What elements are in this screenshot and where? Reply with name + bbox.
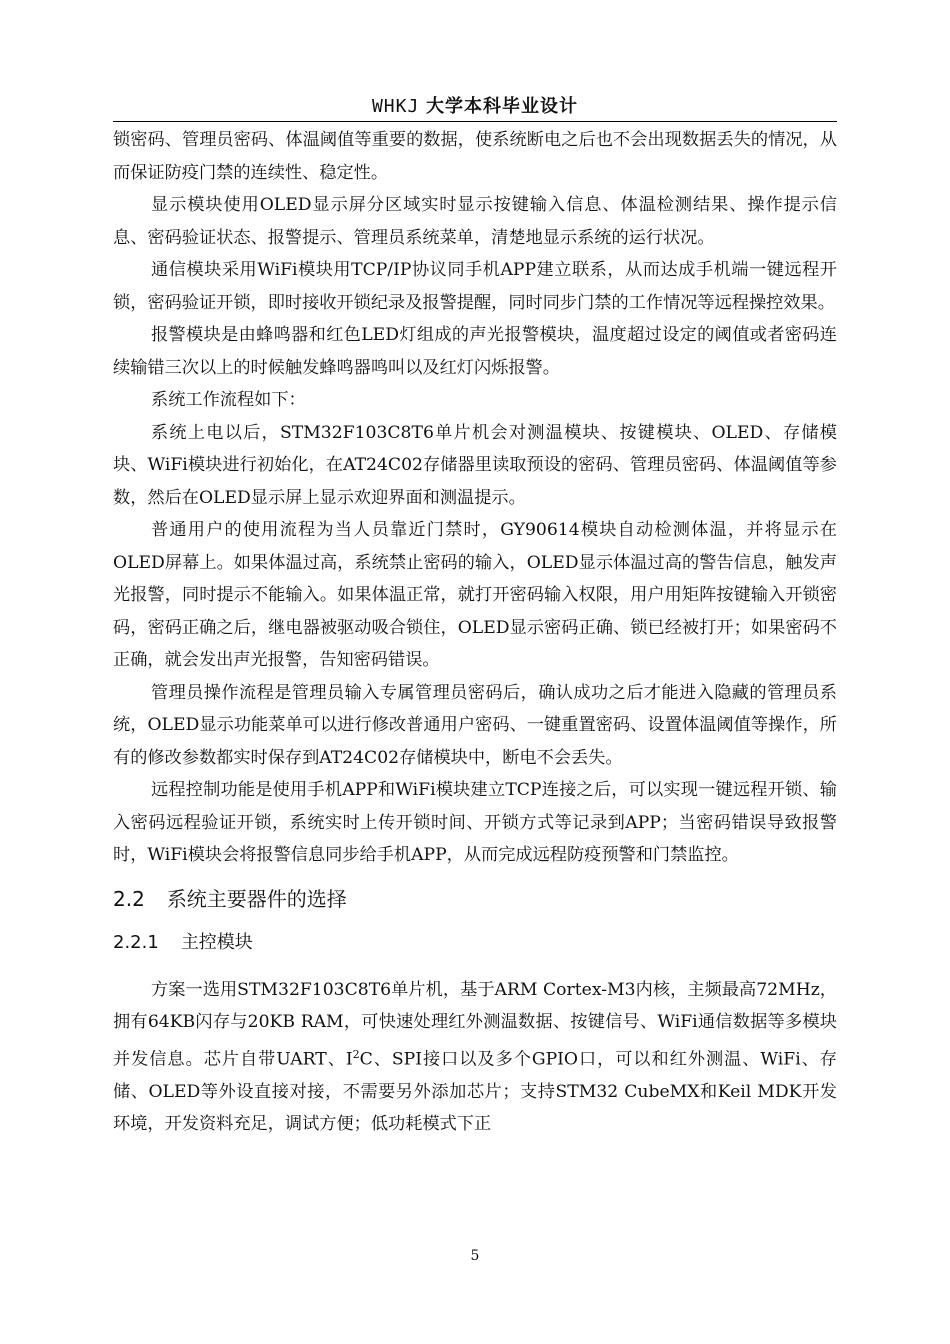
paragraph-display-module: 显示模块使用OLED显示屏分区域实时显示按键输入信息、体温检测结果、操作提示信息、密码验证状态、报警提示、管理员系统菜单，清楚地显示系统的运行状况。 <box>113 195 837 248</box>
paragraph-admin-flow: 管理员操作流程是管理员输入专属管理员密码后，确认成功之后才能进入隐藏的管理员系统，OLED显示功能菜单可以进行修改普通用户密码、一键重置密码、设置体温阈值等操作，所有的修改参数都实时保存到AT24C02存储模块中，断电不会丢失。 <box>113 682 837 768</box>
paragraph-power-on: 系统上电以后，STM32F103C8T6单片机会对测温模块、按键模块、OLED、存储模块、WiFi模块进行初始化，在AT24C02存储器里读取预设的密码、管理员密码、体温阈值等参数，然后在OLED显示屏上显示欢迎界面和测温提示。 <box>113 422 837 508</box>
header-institution: WHKJ <box>371 96 420 117</box>
subsection-heading <box>113 930 837 956</box>
paragraph-workflow-intro: 系统工作流程如下： <box>151 390 306 410</box>
subsection-title: 主控模块 <box>180 931 253 953</box>
paragraph-alarm-module: 报警模块是由蜂鸣器和红色LED灯组成的声光报警模块，温度超过设定的阈值或者密码连续输错三次以上的时候触发蜂鸣器鸣叫以及红灯闪烁报警。 <box>113 325 837 378</box>
option-one-text-a: 方案一选用STM32F103C8T6单片机，基于ARM Cortex-M3内核，主频最高72MHz，拥有64KB闪存与20KB RAM，可快速处理红外测温数据、按键信号、WiFi通信数据等多模块并发信息。芯片自带UART、I <box>113 979 837 1070</box>
paragraph-continuation: 锁密码、管理员密码、体温阈值等重要的数据，使系统断电之后也不会出现数据丢失的情况，从而保证防疫门禁的连续性、稳定性。 <box>113 130 837 183</box>
paragraph-user-flow: 普通用户的使用流程为当人员靠近门禁时，GY90614模块自动检测体温，并将显示在OLED屏幕上。如果体温过高，系统禁止密码的输入，OLED显示体温过高的警告信息，触发声光报警，同时提示不能输入。如果体温正常，就打开密码输入权限，用户用矩阵按键输入开锁密码，密码正确之后，继电器被驱动吸合锁住，OLED显示密码正确、锁已经被打开；如果密码不正确，就会发出声光报警，告知密码错误。 <box>113 520 837 670</box>
header-rule <box>113 121 837 122</box>
section-heading <box>113 885 837 913</box>
section-title: 系统主要器件的选择 <box>166 886 347 911</box>
section-number: 2.2 <box>113 886 145 911</box>
page-number: 5 <box>470 1248 480 1264</box>
paragraph-communication-module: 通信模块采用WiFi模块用TCP/IP协议同手机APP建立联系，从而达成手机端一键远程开锁，密码验证开锁，即时接收开锁纪录及报警提醒，同时同步门禁的工作情况等远程操控效果。 <box>113 260 837 313</box>
page-header <box>113 93 837 121</box>
subsection-number: 2.2.1 <box>113 931 159 953</box>
header-title: 大学本科毕业设计 <box>426 96 579 117</box>
option-one-text-b: C、SPI接口以及多个GPIO口，可以和红外测温、WiFi、存储、OLED等外设直接对接，不需要另外添加芯片；支持STM32 CubeMX和Keil MDK开发环境，开发资料充足，调试方便；低功耗模式下正 <box>113 1049 837 1135</box>
page-body <box>113 124 837 1141</box>
paragraph-option-one <box>113 974 837 1141</box>
paragraph-remote-control: 远程控制功能是使用手机APP和WiFi模块建立TCP连接之后，可以实现一键远程开锁、输入密码远程验证开锁，系统实时上传开锁时间、开锁方式等记录到APP；当密码错误导致报警时，WiFi模块会将报警信息同步给手机APP，从而完成远程防疫预警和门禁监控。 <box>113 780 837 865</box>
superscript-two: 2 <box>352 1047 360 1061</box>
